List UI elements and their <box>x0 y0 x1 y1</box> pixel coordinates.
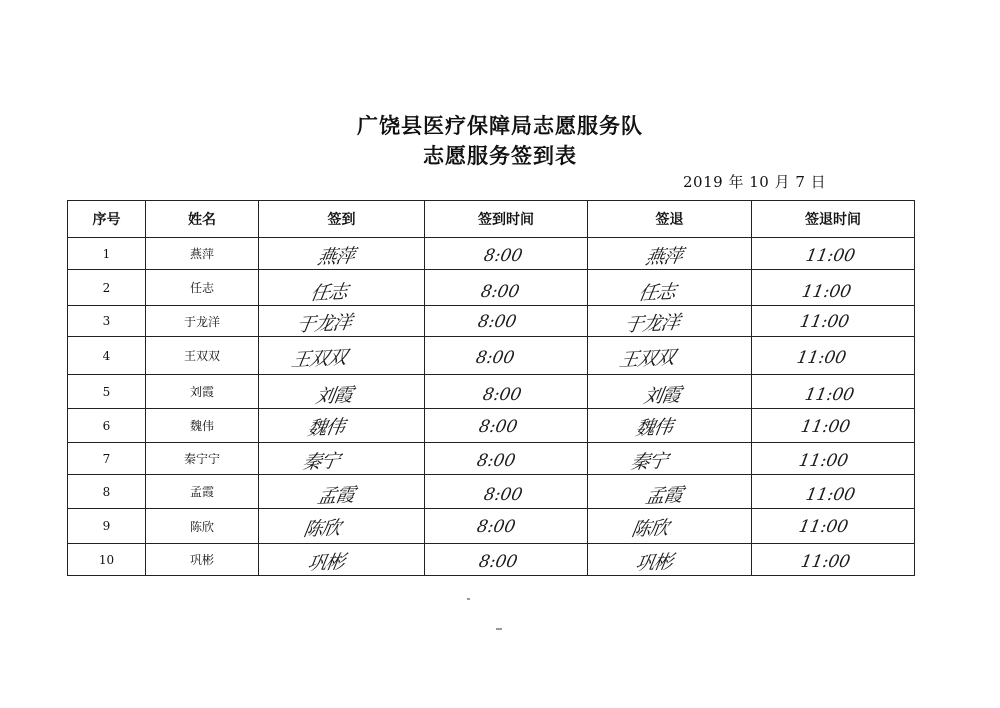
sign-in-time-cell <box>425 509 588 544</box>
sheet-subtitle: 志愿服务签到表 <box>423 144 577 168</box>
sign-out-signature-cell <box>588 337 752 375</box>
seq-cell-cell <box>68 544 146 576</box>
table-row <box>68 443 915 475</box>
sign-in-time: 8:00 <box>476 312 519 332</box>
seq-cell: 1 <box>102 246 111 261</box>
scan-speck <box>496 628 502 630</box>
seq-cell: 10 <box>98 552 115 567</box>
sign-in-signature-cell <box>259 443 425 475</box>
sign-out-time-cell <box>752 544 915 576</box>
sign-out-signature: 于龙洋 <box>622 311 681 336</box>
name-cell-cell <box>146 544 259 576</box>
sign-out-signature-cell <box>588 509 752 544</box>
header-sign-out: 签退 <box>588 201 752 238</box>
name-cell: 孟霞 <box>189 485 214 499</box>
sign-in-time-cell <box>425 337 588 375</box>
seq-cell-cell <box>68 409 146 443</box>
seq-cell-cell <box>68 509 146 544</box>
sign-out-signature: 王双双 <box>617 346 676 372</box>
seq-cell-cell <box>68 475 146 509</box>
sign-in-time-cell <box>425 544 588 576</box>
name-cell: 魏伟 <box>189 419 214 433</box>
sign-in-signature: 王双双 <box>289 346 348 372</box>
sign-out-signature: 陈欣 <box>630 516 671 541</box>
header-name: 姓名 <box>146 201 259 238</box>
sign-in-time: 8:00 <box>477 416 520 437</box>
header-sign-in: 签到 <box>259 201 425 238</box>
sign-out-signature-cell <box>588 306 752 337</box>
sign-in-signature: 于龙洋 <box>294 311 353 336</box>
sign-in-signature: 魏伟 <box>306 416 347 440</box>
sign-in-time: 8:00 <box>477 551 520 572</box>
sign-out-signature-cell <box>588 270 752 306</box>
sign-out-time: 11:00 <box>796 450 850 471</box>
sign-in-signature: 燕萍 <box>316 245 357 269</box>
name-cell-cell <box>146 238 259 270</box>
name-cell: 巩彬 <box>189 553 214 567</box>
sign-in-signature: 巩彬 <box>306 551 347 575</box>
name-cell-cell <box>146 443 259 475</box>
name-cell: 王双双 <box>183 349 220 363</box>
sign-in-time-cell <box>425 443 588 475</box>
name-cell-cell <box>146 270 259 306</box>
sign-in-time: 8:00 <box>478 281 521 302</box>
sign-out-time-cell <box>752 337 915 375</box>
sign-in-time-cell <box>425 238 588 270</box>
sign-out-time: 11:00 <box>802 384 856 405</box>
sign-in-signature: 刘霞 <box>313 384 354 408</box>
sign-out-signature-cell <box>588 409 752 443</box>
sign-in-signature-cell <box>259 238 425 270</box>
name-cell-cell <box>146 337 259 375</box>
name-cell-cell <box>146 306 259 337</box>
sheet-date: 2019 年 10 月 7 日 <box>683 173 827 191</box>
sign-out-time: 11:00 <box>804 484 857 505</box>
sign-out-time: 11:00 <box>797 517 850 537</box>
seq-cell-cell <box>68 238 146 270</box>
table-header-row <box>68 201 915 238</box>
sign-out-signature-cell <box>588 475 752 509</box>
sign-out-time: 11:00 <box>799 551 852 572</box>
sign-out-time-cell <box>752 475 915 509</box>
name-cell-cell <box>146 475 259 509</box>
sign-in-signature-cell <box>259 475 425 509</box>
table-row <box>68 544 915 576</box>
sign-out-time: 11:00 <box>795 347 849 368</box>
sign-in-time-cell <box>425 306 588 337</box>
sign-in-signature: 任志 <box>308 281 349 305</box>
seq-cell-cell <box>68 375 146 409</box>
seq-cell-cell <box>68 306 146 337</box>
sign-in-table <box>67 200 915 576</box>
seq-cell: 8 <box>102 484 111 499</box>
sign-out-signature-cell <box>588 375 752 409</box>
name-cell-cell <box>146 409 259 443</box>
table-row <box>68 238 915 270</box>
seq-cell-cell <box>68 337 146 375</box>
table-body <box>68 238 915 576</box>
sign-in-signature-cell <box>259 375 425 409</box>
seq-cell-cell <box>68 270 146 306</box>
sign-out-signature: 任志 <box>636 281 677 305</box>
sign-out-signature-cell <box>588 238 752 270</box>
name-cell-cell <box>146 509 259 544</box>
header-sign-out-time: 签退时间 <box>752 201 915 238</box>
name-cell: 刘霞 <box>189 385 214 399</box>
sign-in-time-cell <box>425 409 588 443</box>
seq-cell: 7 <box>102 451 111 466</box>
name-cell: 陈欣 <box>189 519 214 534</box>
sign-out-signature: 刘霞 <box>641 384 682 408</box>
sign-out-signature: 秦宁 <box>629 450 670 474</box>
sign-out-signature-cell <box>588 443 752 475</box>
sign-in-signature-cell <box>259 306 425 337</box>
sign-in-signature-cell <box>259 270 425 306</box>
sign-in-time-cell <box>425 375 588 409</box>
sign-in-time: 8:00 <box>475 517 518 537</box>
sign-out-time-cell <box>752 509 915 544</box>
sign-out-time-cell <box>752 238 915 270</box>
seq-cell-cell <box>68 443 146 475</box>
table-row <box>68 306 915 337</box>
sign-out-time: 11:00 <box>804 245 857 266</box>
sign-in-time: 8:00 <box>482 484 525 505</box>
sign-in-time-cell <box>425 270 588 306</box>
name-cell: 任志 <box>189 281 214 295</box>
table-row <box>68 475 915 509</box>
table-row <box>68 270 915 306</box>
table-row <box>68 509 915 544</box>
sign-out-signature: 魏伟 <box>634 416 675 440</box>
seq-cell: 5 <box>102 384 111 399</box>
name-cell: 燕萍 <box>189 247 214 261</box>
sign-in-time: 8:00 <box>473 347 516 368</box>
sign-out-signature: 燕萍 <box>644 245 685 269</box>
sign-in-time: 8:00 <box>482 245 525 266</box>
sign-out-time-cell <box>752 270 915 306</box>
scan-speck <box>467 598 470 600</box>
seq-cell: 9 <box>102 519 111 533</box>
sign-out-time: 11:00 <box>799 416 852 437</box>
sign-in-signature-cell <box>259 544 425 576</box>
header-seq: 序号 <box>68 201 146 238</box>
sign-in-signature-cell <box>259 337 425 375</box>
seq-cell: 2 <box>102 280 111 295</box>
header-sign-in-time: 签到时间 <box>425 201 588 238</box>
table-row <box>68 375 915 409</box>
table-row <box>68 409 915 443</box>
sign-out-time-cell <box>752 409 915 443</box>
sign-out-signature: 孟霞 <box>644 484 685 508</box>
sign-out-time-cell <box>752 306 915 337</box>
seq-cell: 6 <box>102 418 111 433</box>
sign-out-time: 11:00 <box>797 312 851 332</box>
sign-in-time: 8:00 <box>475 450 517 471</box>
sign-out-time-cell <box>752 443 915 475</box>
sign-out-signature: 巩彬 <box>634 551 675 575</box>
seq-cell: 4 <box>102 348 111 363</box>
sign-in-time: 8:00 <box>481 384 524 405</box>
sign-in-signature: 秦宁 <box>301 450 342 474</box>
sign-out-time: 11:00 <box>800 281 854 302</box>
sheet-title: 广饶县医疗保障局志愿服务队 <box>357 114 643 138</box>
sign-out-time-cell <box>752 375 915 409</box>
sign-in-signature: 孟霞 <box>316 484 357 508</box>
name-cell-cell <box>146 375 259 409</box>
name-cell: 秦宁宁 <box>183 452 220 466</box>
sign-out-signature-cell <box>588 544 752 576</box>
seq-cell: 3 <box>102 314 111 328</box>
sign-in-signature: 陈欣 <box>302 516 343 541</box>
name-cell: 于龙洋 <box>183 314 220 329</box>
table-row <box>68 337 915 375</box>
sign-in-signature-cell <box>259 509 425 544</box>
sign-in-time-cell <box>425 475 588 509</box>
sign-in-signature-cell <box>259 409 425 443</box>
